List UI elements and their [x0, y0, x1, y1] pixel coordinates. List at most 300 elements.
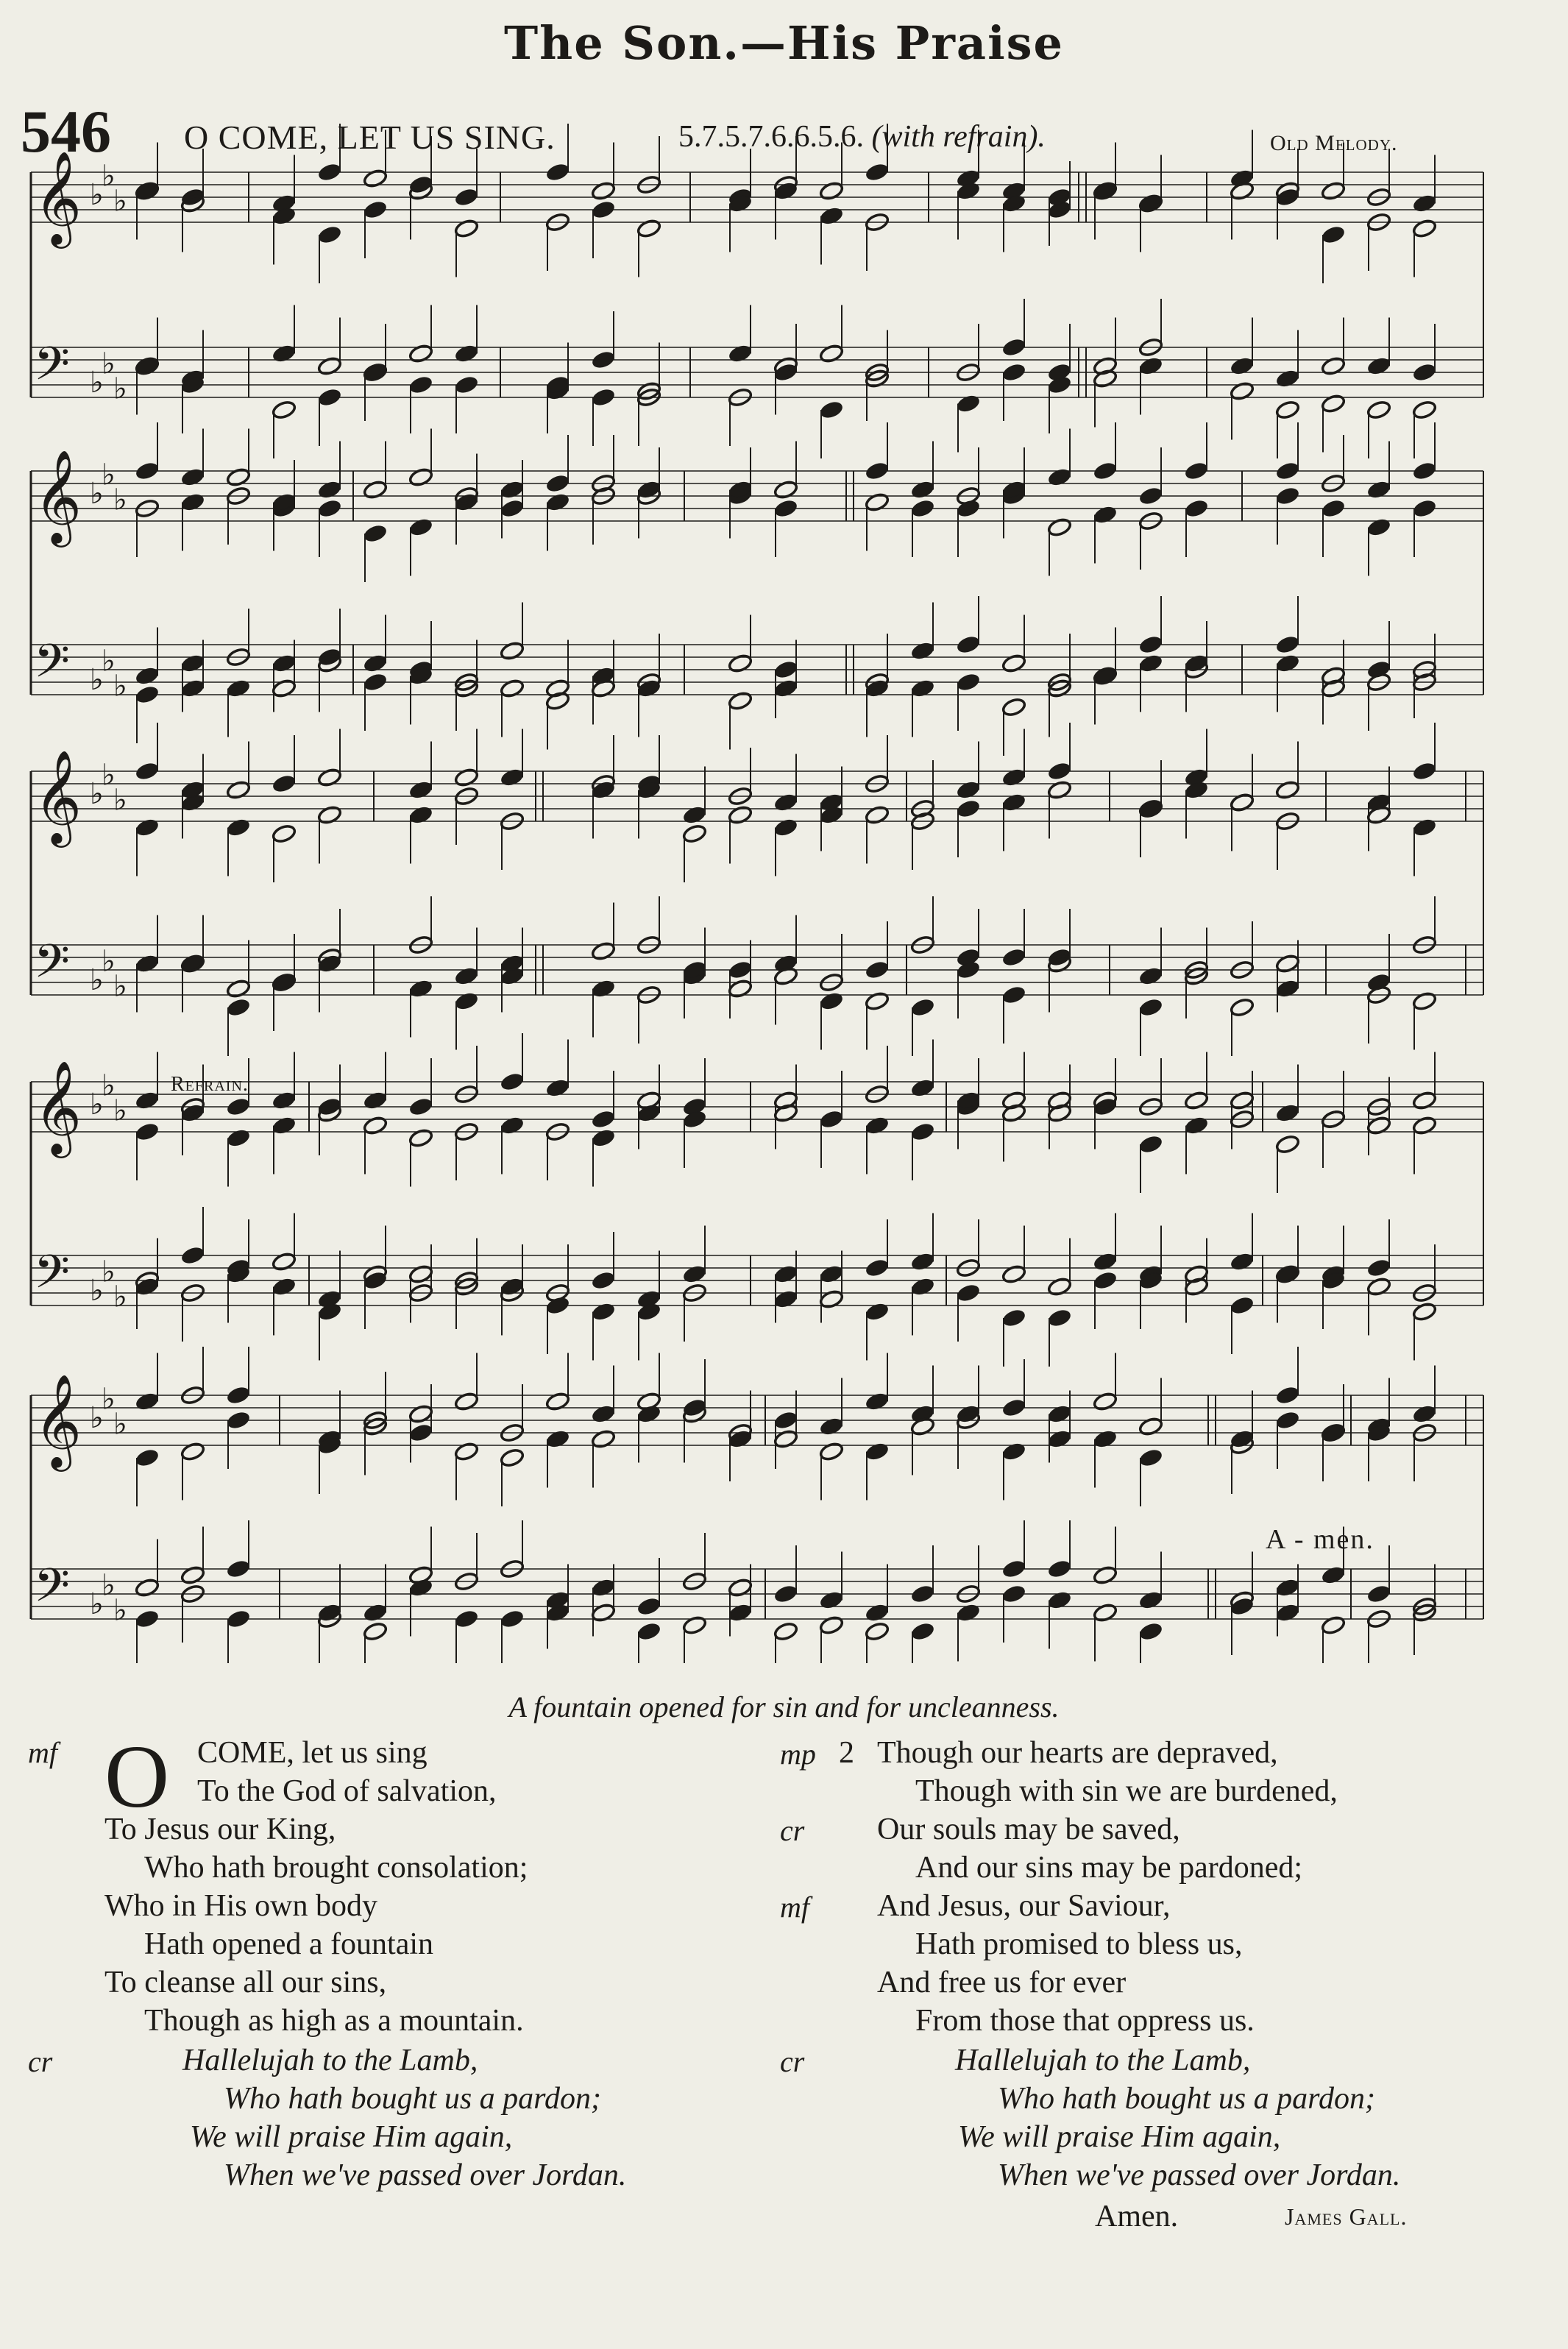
note-head: [272, 823, 297, 844]
note-head: [591, 350, 617, 370]
note-head: [1047, 1590, 1073, 1611]
flat-icon: ♭: [90, 963, 104, 997]
bass-clef-icon: 𝄢: [34, 634, 70, 699]
note-head: [272, 1091, 297, 1111]
note-head: [1230, 381, 1255, 402]
note-head: [226, 979, 252, 999]
note-head: [408, 467, 434, 488]
flat-icon: ♭: [90, 663, 104, 697]
note-head: [728, 1578, 753, 1598]
note-head: [1412, 818, 1438, 838]
note-head: [1093, 1392, 1118, 1412]
note-head: [773, 1429, 799, 1450]
flat-icon: ♭: [102, 1568, 116, 1603]
note-head: [865, 1302, 890, 1322]
note-head: [317, 498, 343, 519]
note-head: [773, 818, 799, 838]
note-head: [408, 375, 434, 395]
refrain-line: When we've passed over Jordan.: [998, 2158, 1401, 2192]
note-head: [226, 1609, 252, 1629]
note-head: [956, 780, 982, 801]
refrain-line: Hallelujah to the Lamb,: [955, 2044, 1251, 2077]
note-head: [1138, 486, 1164, 506]
note-head: [1275, 461, 1301, 481]
note-head: [1321, 356, 1347, 377]
refrain-line: We will praise Him again,: [190, 2120, 513, 2154]
note-head: [1321, 224, 1347, 245]
note-head: [1275, 1134, 1301, 1155]
note-head: [910, 1277, 936, 1297]
flat-icon: ♭: [113, 783, 127, 818]
note-head: [500, 1116, 525, 1136]
note-head: [865, 805, 890, 826]
note-head: [1047, 467, 1073, 488]
note-head: [865, 1116, 890, 1136]
note-head: [819, 991, 845, 1012]
note-head: [226, 1128, 252, 1149]
verse-line: Hath promised to bless us,: [915, 1927, 1243, 1961]
note-head: [180, 492, 206, 513]
note-head: [1184, 461, 1210, 481]
note-head: [1184, 498, 1210, 519]
note-head: [1047, 1559, 1073, 1579]
note-head: [363, 199, 389, 220]
bass-clef-icon: 𝄢: [34, 1558, 70, 1623]
note-head: [1001, 1308, 1027, 1328]
note-head: [500, 679, 525, 699]
note-head: [728, 1603, 753, 1623]
refrain-line: Who hath bought us a pardon;: [224, 2082, 601, 2116]
refrain-label: Refrain.: [171, 1073, 249, 1096]
note-head: [135, 761, 160, 782]
note-head: [728, 344, 753, 364]
note-head: [910, 498, 936, 519]
note-head: [1093, 1270, 1118, 1291]
note-head: [1275, 653, 1301, 674]
note-head: [682, 805, 708, 826]
verse-line: And free us for ever: [877, 1966, 1127, 1999]
bass-clef-icon: 𝄢: [34, 934, 70, 999]
note-head: [591, 979, 617, 999]
note-head: [1047, 780, 1073, 801]
note-head: [1001, 1584, 1027, 1604]
note-head: [1321, 181, 1347, 202]
note-head: [1230, 793, 1255, 813]
note-head: [910, 1584, 936, 1604]
note-head: [910, 1078, 936, 1099]
note-head: [1230, 1252, 1255, 1272]
flat-icon: ♭: [90, 366, 104, 400]
note-head: [1001, 1559, 1027, 1579]
note-head: [545, 1078, 571, 1099]
note-head: [865, 960, 890, 980]
note-head: [1275, 400, 1301, 420]
note-head: [135, 1609, 160, 1629]
flat-icon: ♭: [113, 969, 127, 1004]
note-head: [682, 1615, 708, 1636]
drop-cap: O: [104, 1727, 170, 1827]
note-head: [272, 344, 297, 364]
note-head: [226, 818, 252, 838]
note-head: [272, 773, 297, 794]
note-head: [728, 805, 753, 826]
note-head: [773, 1264, 799, 1285]
note-head: [1047, 517, 1073, 538]
note-head: [454, 344, 480, 364]
note-head: [728, 653, 753, 674]
note-head: [1001, 1264, 1027, 1285]
note-head: [910, 1252, 936, 1272]
note-head: [910, 997, 936, 1018]
verse-line: Though our hearts are depraved,: [877, 1736, 1278, 1770]
note-head: [773, 1584, 799, 1604]
note-head: [545, 1392, 571, 1412]
note-head: [591, 181, 617, 202]
note-head: [500, 641, 525, 662]
note-head: [819, 181, 845, 202]
note-head: [454, 1392, 480, 1412]
flat-icon: ♭: [102, 758, 116, 793]
note-head: [1321, 1565, 1347, 1586]
note-head: [1275, 979, 1301, 999]
flat-icon: ♭: [113, 184, 127, 219]
hymn-number: 546: [21, 98, 111, 165]
note-head: [454, 966, 480, 987]
note-head: [363, 672, 389, 692]
refrain-line: Who hath bought us a pardon;: [998, 2082, 1375, 2116]
note-head: [1001, 768, 1027, 788]
note-head: [1412, 1404, 1438, 1425]
note-head: [1230, 1295, 1255, 1316]
note-head: [363, 169, 389, 189]
note-head: [408, 805, 434, 826]
note-head: [363, 1116, 389, 1136]
note-head: [956, 394, 982, 414]
note-head: [135, 461, 160, 481]
note-head: [408, 1264, 434, 1285]
note-head: [1184, 1091, 1210, 1111]
note-head: [317, 356, 343, 377]
note-head: [1001, 362, 1027, 383]
note-head: [1412, 362, 1438, 383]
note-head: [363, 1621, 389, 1642]
note-head: [910, 1621, 936, 1642]
note-head: [1275, 1385, 1301, 1406]
note-head: [454, 768, 480, 788]
note-head: [1093, 1252, 1118, 1272]
note-head: [1321, 394, 1347, 414]
note-head: [272, 1277, 297, 1297]
meter-numbers: 5.7.5.7.6.6.5.6.: [678, 120, 864, 154]
author-credit: James Gall.: [1285, 2203, 1408, 2230]
dynamic-cr: cr: [780, 1814, 805, 1847]
note-head: [500, 480, 525, 500]
note-head: [865, 1258, 890, 1278]
flat-icon: ♭: [102, 644, 116, 679]
note-head: [226, 780, 252, 801]
note-head: [545, 162, 571, 183]
verse-line: Though as high as a mountain.: [144, 2004, 524, 2038]
verse-amen: Amen.: [1095, 2200, 1179, 2233]
note-head: [1412, 194, 1438, 214]
note-head: [500, 768, 525, 788]
note-head: [1321, 1615, 1347, 1636]
note-head: [591, 1302, 617, 1322]
note-head: [180, 467, 206, 488]
verse-line: To Jesus our King,: [104, 1813, 336, 1846]
treble-clef-icon: 𝄞: [34, 150, 82, 244]
flat-icon: ♭: [102, 1382, 116, 1417]
note-head: [865, 1621, 890, 1642]
note-head: [1275, 1603, 1301, 1623]
note-head: [317, 224, 343, 245]
note-head: [226, 1385, 252, 1406]
note-head: [226, 1410, 252, 1431]
note-head: [1138, 1448, 1164, 1468]
note-head: [819, 1109, 845, 1130]
note-head: [682, 1264, 708, 1285]
flat-icon: ♭: [113, 669, 127, 704]
refrain-line: Hallelujah to the Lamb,: [182, 2044, 478, 2077]
note-head: [1184, 1116, 1210, 1136]
note-head: [1412, 1116, 1438, 1136]
note-head: [545, 492, 571, 513]
flat-icon: ♭: [113, 1280, 127, 1314]
note-head: [272, 1252, 297, 1272]
dynamic-mp: mp: [780, 1737, 816, 1771]
note-head: [773, 793, 799, 813]
note-head: [1366, 1277, 1392, 1297]
note-head: [1366, 400, 1392, 420]
note-head: [1138, 356, 1164, 377]
note-head: [1275, 1103, 1301, 1124]
note-head: [408, 780, 434, 801]
note-head: [956, 634, 982, 655]
note-head: [1366, 517, 1392, 538]
flat-icon: ♭: [102, 944, 116, 979]
note-head: [226, 467, 252, 488]
note-head: [180, 1245, 206, 1266]
note-head: [728, 691, 753, 712]
note-head: [1412, 761, 1438, 782]
note-head: [591, 199, 617, 220]
note-head: [1412, 461, 1438, 481]
verse-line: Who hath brought consolation;: [144, 1851, 528, 1885]
note-head: [865, 1603, 890, 1623]
verse-line: COME, let us sing: [197, 1736, 428, 1770]
note-head: [317, 480, 343, 500]
verse-line: Our souls may be saved,: [877, 1813, 1180, 1846]
hymn-subtitle: A fountain opened for sin and for uncleanness.: [508, 1690, 1060, 1723]
note-head: [636, 1621, 662, 1642]
flat-icon: ♭: [102, 159, 116, 194]
note-head: [363, 1091, 389, 1111]
note-head: [226, 1559, 252, 1579]
note-head: [1412, 219, 1438, 239]
note-head: [1001, 947, 1027, 968]
note-head: [1230, 1091, 1255, 1111]
note-head: [819, 344, 845, 364]
flat-icon: ♭: [113, 1593, 127, 1628]
note-head: [363, 1603, 389, 1623]
note-head: [135, 1448, 160, 1468]
note-head: [819, 400, 845, 420]
amen-lyric: A - men.: [1266, 1524, 1374, 1555]
note-head: [226, 1096, 252, 1117]
note-head: [1275, 1578, 1301, 1598]
note-head: [728, 960, 753, 980]
note-head: [408, 1128, 434, 1149]
note-head: [500, 1609, 525, 1629]
note-head: [1275, 486, 1301, 506]
note-head: [1093, 1603, 1118, 1623]
refrain-line: We will praise Him again,: [958, 2120, 1281, 2154]
note-head: [1001, 653, 1027, 674]
note-head: [1412, 991, 1438, 1012]
note-head: [910, 1122, 936, 1142]
note-head: [773, 679, 799, 699]
note-head: [1138, 1417, 1164, 1437]
note-head: [1138, 634, 1164, 655]
note-head: [1001, 985, 1027, 1005]
note-head: [1366, 1584, 1392, 1604]
note-head: [135, 818, 160, 838]
note-head: [363, 653, 389, 674]
note-head: [272, 679, 297, 699]
note-head: [500, 498, 525, 519]
note-head: [500, 1071, 525, 1092]
note-head: [454, 1609, 480, 1629]
note-head: [363, 523, 389, 544]
note-head: [1412, 1302, 1438, 1322]
note-head: [910, 641, 936, 662]
note-head: [317, 162, 343, 183]
note-head: [454, 375, 480, 395]
note-head: [272, 1116, 297, 1136]
treble-clef-icon: 𝄞: [34, 749, 82, 843]
note-head: [1412, 498, 1438, 519]
flat-icon: ♭: [113, 1094, 127, 1128]
flat-icon: ♭: [90, 1401, 104, 1435]
note-head: [865, 1442, 890, 1462]
note-head: [1275, 954, 1301, 974]
note-head: [135, 1091, 160, 1111]
note-head: [272, 653, 297, 674]
flat-icon: ♭: [113, 483, 127, 517]
note-head: [1366, 1258, 1392, 1278]
note-head: [1275, 369, 1301, 389]
note-head: [226, 997, 252, 1018]
note-head: [773, 1621, 799, 1642]
note-head: [773, 1289, 799, 1310]
note-head: [1047, 1308, 1073, 1328]
note-head: [865, 162, 890, 183]
note-head: [135, 684, 160, 705]
verse-number: 2: [839, 1736, 854, 1770]
note-head: [135, 666, 160, 687]
note-head: [956, 1283, 982, 1303]
note-head: [1366, 1116, 1392, 1136]
note-head: [545, 473, 571, 494]
note-head: [180, 679, 206, 699]
note-head: [1366, 480, 1392, 500]
dynamic-cr: cr: [28, 2045, 53, 2078]
note-head: [1093, 1429, 1118, 1450]
flat-icon: ♭: [113, 1407, 127, 1442]
note-head: [408, 979, 434, 999]
note-head: [408, 517, 434, 538]
note-head: [865, 492, 890, 513]
note-head: [591, 1404, 617, 1425]
note-head: [1138, 653, 1164, 674]
bass-clef-icon: 𝄢: [34, 1244, 70, 1310]
page-header: The Son.—His Praise: [503, 16, 1065, 70]
note-head: [180, 1565, 206, 1586]
verse-line: And our sins may be pardoned;: [915, 1851, 1303, 1885]
note-head: [1275, 1410, 1301, 1431]
note-head: [408, 1422, 434, 1443]
note-head: [1001, 1397, 1027, 1418]
note-head: [363, 480, 389, 500]
note-head: [454, 991, 480, 1012]
note-head: [819, 1289, 845, 1310]
note-head: [591, 1578, 617, 1598]
note-head: [773, 659, 799, 680]
note-head: [1275, 634, 1301, 655]
note-head: [1275, 780, 1301, 801]
flat-icon: ♭: [90, 1587, 104, 1621]
note-head: [956, 798, 982, 819]
note-head: [956, 1603, 982, 1623]
verse-line: Who in His own body: [104, 1889, 377, 1923]
note-head: [1138, 997, 1164, 1018]
dynamic-mf: mf: [28, 1736, 57, 1769]
note-head: [773, 498, 799, 519]
note-head: [636, 1596, 662, 1617]
note-head: [317, 768, 343, 788]
note-head: [1001, 1442, 1027, 1462]
note-head: [1230, 997, 1255, 1018]
note-head: [408, 1404, 434, 1425]
note-head: [819, 1442, 845, 1462]
note-head: [1093, 1565, 1118, 1586]
refrain-line: When we've passed over Jordan.: [224, 2158, 627, 2192]
flat-icon: ♭: [102, 1255, 116, 1289]
note-head: [1138, 966, 1164, 987]
note-head: [500, 1448, 525, 1468]
note-head: [591, 1109, 617, 1130]
note-head: [1001, 793, 1027, 813]
note-head: [1412, 1091, 1438, 1111]
note-head: [636, 219, 662, 239]
note-head: [1093, 461, 1118, 481]
verse-line: From those that oppress us.: [915, 2004, 1255, 2038]
note-head: [408, 1096, 434, 1117]
note-head: [408, 344, 434, 364]
note-head: [317, 805, 343, 826]
note-head: [591, 1270, 617, 1291]
note-head: [1047, 1404, 1073, 1425]
note-head: [135, 1392, 160, 1412]
note-head: [910, 480, 936, 500]
note-head: [773, 1410, 799, 1431]
note-head: [591, 1429, 617, 1450]
note-head: [135, 954, 160, 974]
note-head: [135, 1122, 160, 1142]
note-head: [1047, 761, 1073, 782]
note-head: [591, 941, 617, 962]
hymn-title: O COME, LET US SING.: [184, 118, 556, 156]
